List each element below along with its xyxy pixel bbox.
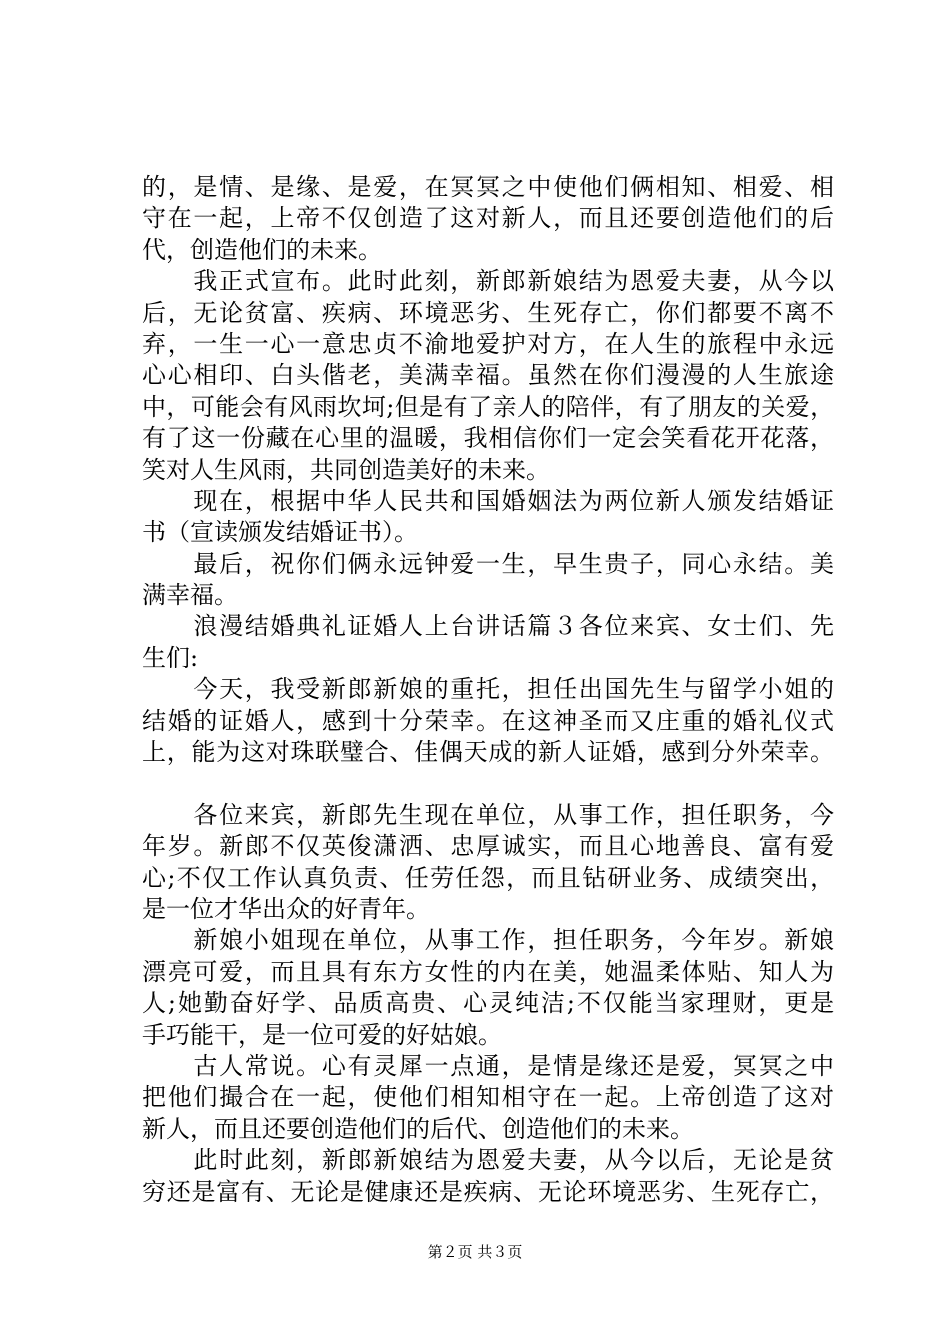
text-line: 的，是情、是缘、是爱，在冥冥之中使他们俩相知、相爱、相 — [142, 173, 836, 201]
page-number: 第２页 共３页 — [427, 1243, 523, 1261]
text-line: 人;她勤奋好学、品质高贵、心灵纯洁;不仅能当家理财，更是 — [142, 989, 837, 1018]
text-line: 新人，而且还要创造他们的后代、创造他们的未来。 — [142, 1114, 694, 1143]
text-line: 结婚的证婚人，感到十分荣幸。在这神圣而又庄重的婚礼仪式 — [142, 706, 836, 735]
text-line: 各位来宾，新郎先生现在单位，从事工作，担任职务，今 — [142, 800, 836, 829]
text-line: 代，创造他们的未来。 — [142, 235, 382, 264]
text-line: 笑对人生风雨，共同创造美好的未来。 — [142, 455, 550, 484]
text-line: 我正式宣布。此时此刻，新郎新娘结为恩爱夫妻，从今以 — [142, 267, 836, 296]
text-line: 弃，一生一心一意忠贞不渝地爱护对方，在人生的旅程中永远 — [142, 329, 836, 358]
text-line: 心心相印、白头偕老，美满幸福。虽然在你们漫漫的人生旅途 — [142, 361, 836, 390]
text-line: 古人常说。心有灵犀一点通，是情是缘还是爱，冥冥之中 — [142, 1051, 836, 1080]
text-line: 书（宣读颁发结婚证书）。 — [142, 518, 418, 547]
blank-line — [142, 768, 834, 799]
text-line: 穷还是富有、无论是健康还是疾病、无论环境恶劣、生死存亡， — [142, 1177, 835, 1206]
page-footer — [0, 1242, 950, 1262]
text-line: 今天，我受新郎新娘的重托，担任出国先生与留学小姐的 — [142, 675, 836, 704]
text-line: 是一位才华出众的好青年。 — [142, 894, 430, 923]
text-line: 手巧能干，是一位可爱的好姑娘。 — [142, 1020, 502, 1049]
text-line: 生们: — [142, 643, 199, 672]
text-line: 守在一起，上帝不仅创造了这对新人，而且还要创造他们的后 — [142, 204, 836, 233]
document-body — [142, 172, 837, 1208]
text-line: 心;不仅工作认真负责、任劳任怨，而且钻研业务、成绩突出， — [142, 863, 836, 892]
text-line: 上，能为这对珠联璧合、佳偶天成的新人证婚，感到分外荣幸。 — [142, 738, 835, 767]
text-line: 浪漫结婚典礼证婚人上台讲话篇３各位来宾、女士们、先 — [142, 612, 836, 641]
text-line: 中，可能会有风雨坎坷;但是有了亲人的陪伴，有了朋友的关爱， — [142, 392, 835, 421]
text-line: 年岁。新郎不仅英俊潇洒、忠厚诚实，而且心地善良、富有爱 — [142, 832, 836, 861]
text-line: 此时此刻，新郎新娘结为恩爱夫妻，从今以后，无论是贫 — [142, 1146, 836, 1175]
text-line: 后，无论贫富、疾病、环境恶劣、生死存亡，你们都要不离不 — [142, 298, 836, 327]
text-line: 现在，根据中华人民共和国婚姻法为两位新人颁发结婚证 — [142, 486, 836, 515]
text-line: 有了这一份藏在心里的温暖，我相信你们一定会笑看花开花落， — [142, 424, 835, 453]
text-line: 漂亮可爱，而且具有东方女性的内在美，她温柔体贴、知人为 — [142, 957, 836, 986]
text-line: 新娘小姐现在单位，从事工作，担任职务，今年岁。新娘 — [142, 926, 836, 955]
text-line: 满幸福。 — [142, 581, 238, 610]
text-line: 最后，祝你们俩永远钟爱一生，早生贵子，同心永结。美 — [142, 549, 836, 578]
text-line: 把他们撮合在一起，使他们相知相守在一起。上帝创造了这对 — [142, 1083, 836, 1112]
